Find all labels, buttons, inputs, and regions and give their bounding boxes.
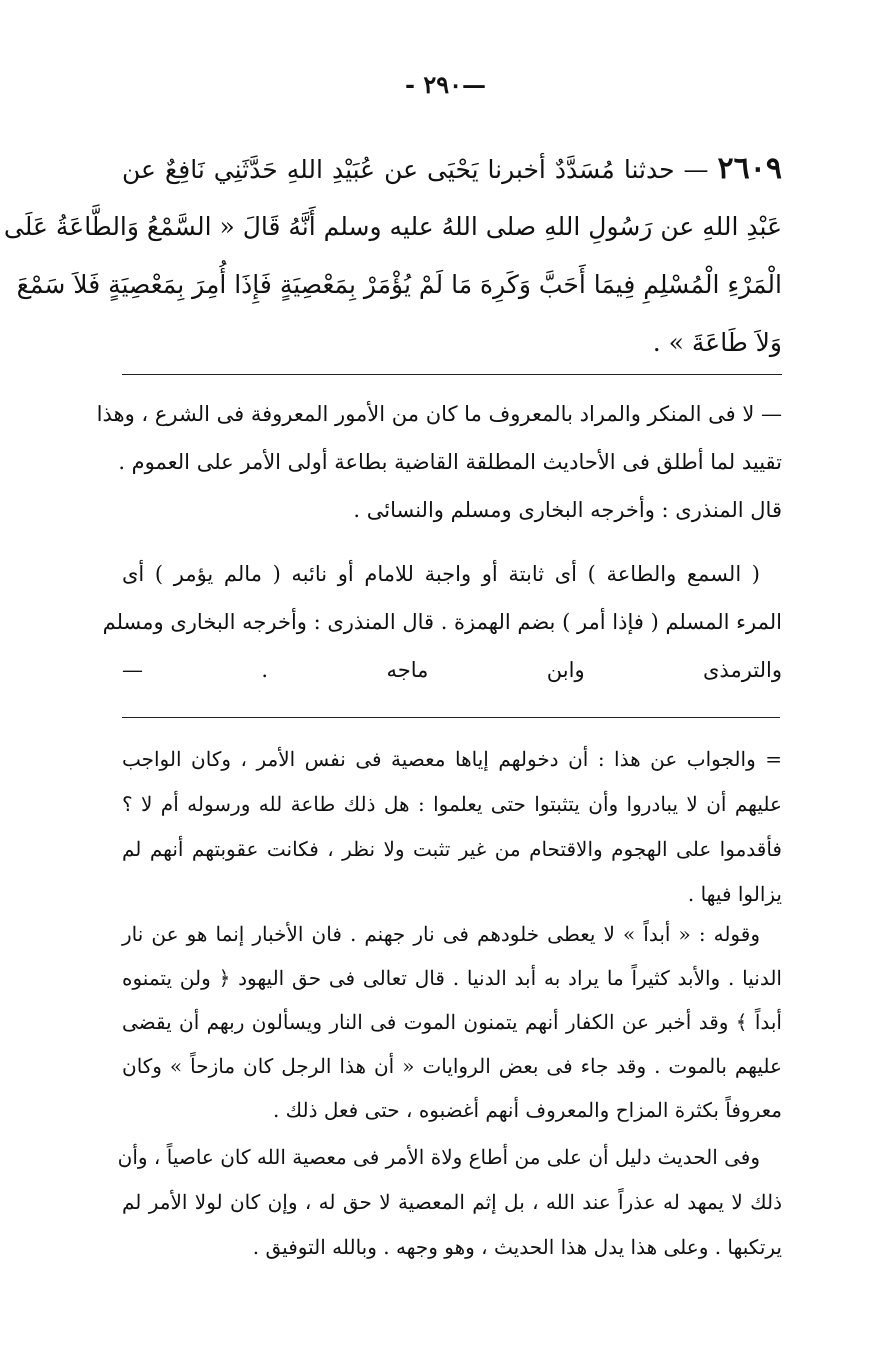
commentary-paragraph [96, 390, 782, 534]
commentary-line: معروفاً بكثرة المزاح والمعروف أنهم أغضبوه ، حتى فعل ذلك . [272, 1098, 782, 1122]
commentary-line: يرتكبها . وعلى هذا يدل هذا الحديث ، وهو وجهه . وبالله التوفيق . [252, 1235, 782, 1259]
commentary-line: ( السمع والطاعة ) أى ثابتة أو واجبة للامام أو نائبه ( مالم يؤمر ) أى [122, 562, 760, 586]
commentary-paragraph [117, 1135, 782, 1270]
commentary-line: والترمذى وابن ماجه . — [122, 658, 782, 682]
hadith-number: ٢٦٠٩ [717, 151, 782, 186]
commentary-line: فأقدموا على الهجوم والاقتحام من غير تثبت ولا نظر ، فكانت عقوبتهم أنهم لم [122, 837, 782, 861]
page-number: —٢٩٠ - [405, 70, 486, 99]
commentary-paragraph [122, 912, 782, 1132]
commentary-line: يزالوا فيها . [687, 882, 782, 906]
commentary-line: تقييد لما أطلق فى الأحاديث المطلقة القاضية بطاعة أولى الأمر على العموم . [118, 450, 782, 474]
commentary-line: أبداً ﴾ وقد أخبر عن الكفار أنهم يتمنون الموت فى النار ويسألون ربهم أن يقضى [122, 1010, 782, 1034]
commentary-paragraph [122, 737, 782, 917]
commentary-line: = والجواب عن هذا : أن دخولهم إياها معصية فى نفس الأمر ، وكان الواجب [122, 747, 782, 771]
hadith-line: الْمَرْءِ الْمُسْلِمِ فِيمَا أَحَبَّ وَكَرِهَ مَا لَمْ يُؤْمَرْ بِمَعْصِيَةٍ فَإِذَا أُمِرَ بِمَعْصِيَةٍ فَلاَ سَمْعَ [16, 270, 782, 299]
commentary-line: وفى الحديث دليل أن على من أطاع ولاة الأمر فى معصية الله كان عاصياً ، وأن [117, 1145, 760, 1169]
commentary-paragraph [102, 550, 782, 694]
commentary-line: — لا فى المنكر والمراد بالمعروف ما كان من الأمور المعروفة فى الشرع ، وهذا [96, 402, 782, 426]
commentary-line: الدنيا . والأبد كثيراً ما يراد به أبد الدنيا . قال تعالى فى حق اليهود ﴿ ولن يتمنوه [122, 966, 782, 990]
commentary-line: المرء المسلم ( فإذا أمر ) بضم الهمزة . قال المنذرى : وأخرجه البخارى ومسلم [102, 610, 782, 634]
commentary-line: وقوله : « أبداً » لا يعطى خلودهم فى نار جهنم . فان الأخبار إنما هو عن نار [122, 922, 760, 946]
hadith-line: وَلاَ طَاعَةَ » . [652, 328, 782, 357]
section-divider [122, 374, 782, 375]
commentary-line: ذلك لا يمهد له عذراً عند الله ، بل إثم المعصية لا حق له ، وإن كان لولا الأمر لم [122, 1190, 782, 1214]
section-divider [122, 717, 780, 718]
commentary-line: عليهم بالموت . وقد جاء فى بعض الروايات « أن هذا الرجل كان مازحاً » وكان [122, 1054, 782, 1078]
commentary-line: عليهم أن لا يبادروا وأن يتثبتوا حتى يعلموا : هل ذلك طاعة لله ورسوله أم لا ؟ [122, 792, 782, 816]
hadith-text [3, 140, 782, 372]
commentary-line: قال المنذرى : وأخرجه البخارى ومسلم والنسائى . [353, 498, 782, 522]
hadith-line: عَبْدِ اللهِ عن رَسُولِ اللهِ صلى اللهُ عليه وسلم أَنَّهُ قَالَ « السَّمْعُ وَالطَّاعَةُ عَلَى [3, 212, 782, 241]
hadith-line: ٢٦٠٩ — حدثنا مُسَدَّدٌ أخبرنا يَحْيَى عن عُبَيْدِ اللهِ حَدَّثَنِي نَافِعٌ عن [122, 151, 782, 186]
